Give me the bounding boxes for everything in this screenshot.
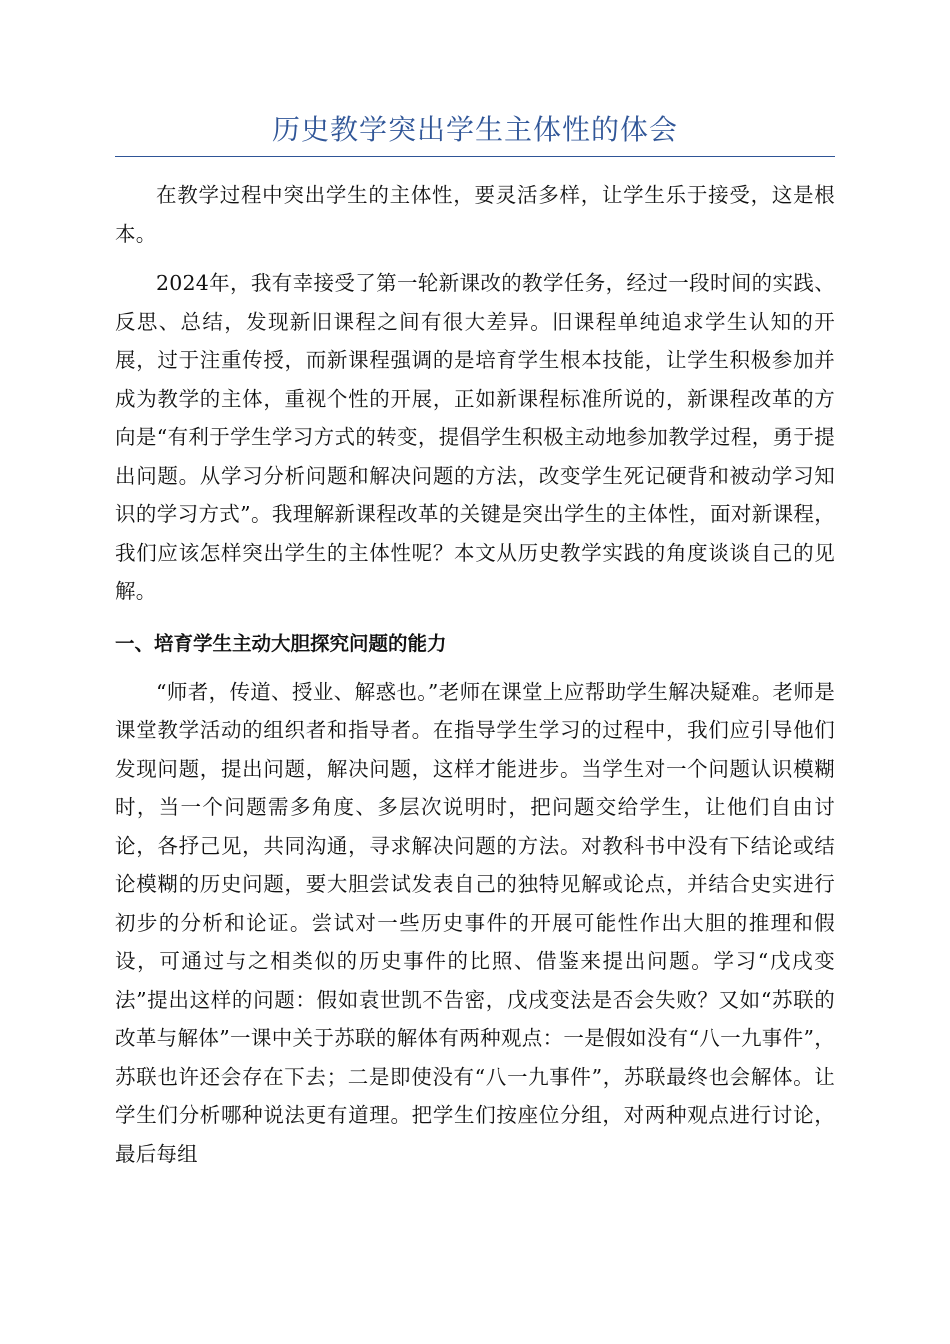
document-body (115, 176, 835, 1184)
background-paragraph: 2024年，我有幸接受了第一轮新课改的教学任务，经过一段时间的实践、反思、总结，发现新旧课程之间有很大差异。旧课程单纯追求学生认知的开展，过于注重传授，而新课程强调的是培育学生根本技能，让学生积极参加并成为教学的主体，重视个性的开展，正如新课程标准所说的，新课程改革的方向是“有利于学生学习方式的转变，提倡学生积极主动地参加教学过程，勇于提出问题。从学习分析问题和解决问题的方法，改变学生死记硬背和被动学习知识的学习方式”。我理解新课程改革的关键是突出学生的主体性，面对新课程，我们应该怎样突出学生的主体性呢？本文从历史教学实践的角度谈谈自己的见解。 (115, 271, 835, 603)
title-block (115, 104, 835, 157)
page-title: 历史教学突出学生主体性的体会 (271, 113, 678, 146)
section-paragraph: “师者，传道、授业、解惑也。”老师在课堂上应帮助学生解决疑难。老师是课堂教学活动的组织者和指导者。在指导学生学习的过程中，我们应引导他们发现问题，提出问题，解决问题，这样才能进步。当学生对一个问题认识模糊时，当一个问题需多角度、多层次说明时，把问题交给学生，让他们自由讨论，各抒己见，共同沟通，寻求解决问题的方法。对教科书中没有下结论或结论模糊的历史问题，要大胆尝试发表自己的独特见解或论点，并结合史实进行初步的分析和论证。尝试对一些历史事件的开展可能性作出大胆的推理和假设，可通过与之相类似的历史事件的比照、借鉴来提出问题。学习“戊戌变法”提出这样的问题：假如袁世凯不告密，戊戌变法是否会失败？又如“苏联的改革与解体”一课中关于苏联的解体有两种观点：一是假如没有“八一九事件”，苏联也许还会存在下去；二是即使没有“八一九事件”，苏联最终也会解体。让学生们分析哪种说法更有道理。把学生们按座位分组，对两种观点进行讨论，最后每组 (115, 679, 835, 1166)
intro-paragraph: 在教学过程中突出学生的主体性，要灵活多样，让学生乐于接受，这是根本。 (115, 183, 835, 246)
section-heading: 一、培育学生主动大胆探究问题的能力 (115, 631, 447, 655)
